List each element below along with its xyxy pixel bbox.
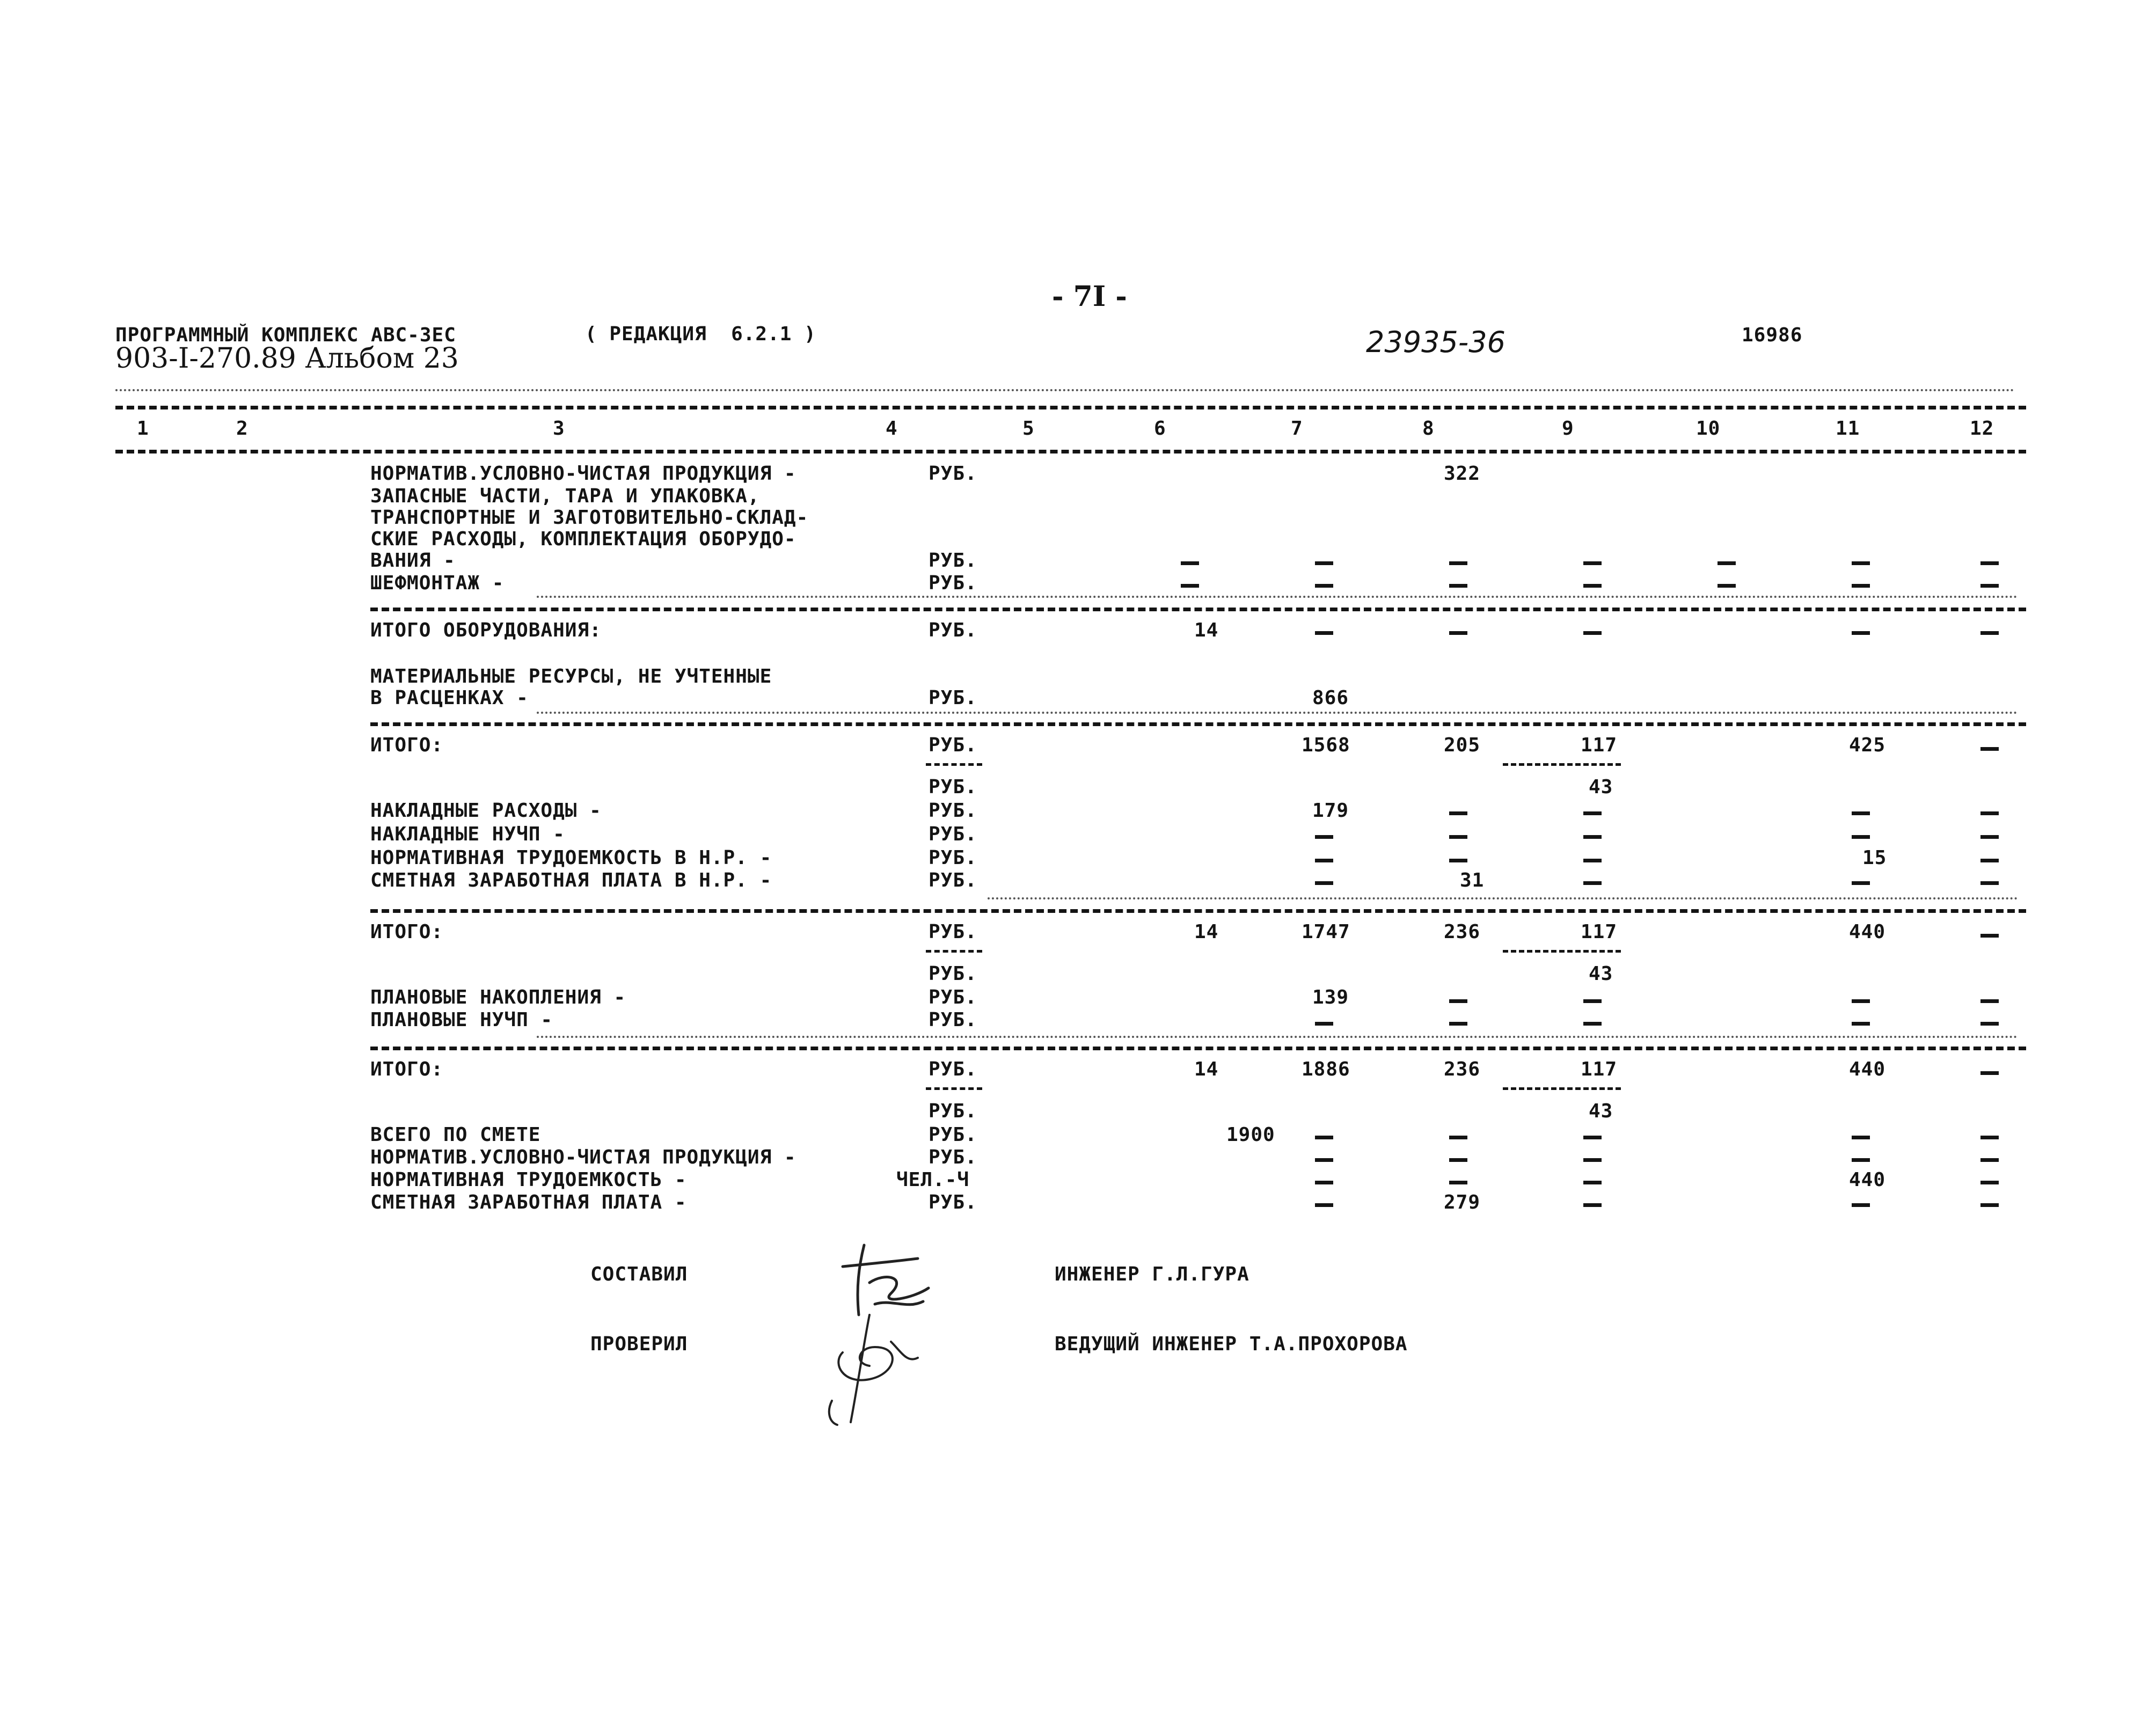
- dash-mark: [1583, 1158, 1602, 1162]
- value-c7: 179: [1312, 800, 1349, 822]
- row-unit: РУБ.: [929, 1124, 977, 1146]
- dash-mark: [1980, 1022, 1999, 1026]
- value-c11: 15: [1862, 847, 1887, 869]
- section-rule: [370, 1047, 2026, 1050]
- row-unit: РУБ.: [929, 572, 977, 594]
- dash-mark: [1980, 631, 1999, 635]
- dash-mark: [1315, 1136, 1333, 1139]
- row-label: ВСЕГО ПО СМЕТЕ: [370, 1124, 541, 1146]
- unit-underline: [926, 1087, 982, 1090]
- dash-mark: [1449, 1181, 1467, 1184]
- section-rule: [370, 608, 2026, 611]
- value-c8: 279: [1444, 1191, 1481, 1213]
- dash-mark: [1583, 835, 1602, 839]
- dotted-line: [988, 897, 2018, 899]
- unit-underline: [926, 950, 982, 953]
- dash-mark: [1718, 584, 1736, 588]
- value-c7: 1747: [1302, 921, 1350, 943]
- row-unit: РУБ.: [929, 921, 977, 943]
- row-label: НОРМАТИВНАЯ ТРУДОЕМКОСТЬ В Н.Р. -: [370, 847, 772, 869]
- column-header: 7: [1291, 418, 1303, 440]
- value-c11: 440: [1849, 1169, 1886, 1191]
- row-unit: РУБ.: [929, 687, 977, 709]
- row-label: ПЛАНОВЫЕ НУЧП -: [370, 1009, 553, 1031]
- dash-mark: [1583, 1136, 1602, 1139]
- row-label: ШЕФМОНТАЖ -: [370, 572, 505, 594]
- value-c7: 1886: [1302, 1058, 1350, 1080]
- total-equipment-label: ИТОГО ОБОРУДОВАНИЯ:: [370, 619, 602, 641]
- value-c6: 14: [1194, 921, 1219, 943]
- stamp-number: 23935-36: [1366, 325, 1505, 359]
- row-label: СМЕТНАЯ ЗАРАБОТНАЯ ПЛАТА В Н.Р. -: [370, 869, 772, 891]
- value-c6: 14: [1194, 1058, 1219, 1080]
- subtotal-underline: [1503, 1087, 1621, 1090]
- row-label: СМЕТНАЯ ЗАРАБОТНАЯ ПЛАТА -: [370, 1191, 687, 1213]
- column-header: 3: [553, 418, 565, 440]
- column-header: 12: [1970, 418, 1994, 440]
- row-unit: РУБ.: [929, 463, 977, 485]
- value-c9-sub: 43: [1589, 963, 1613, 985]
- dash-mark: [1980, 835, 1999, 839]
- subtotal-underline: [1503, 950, 1621, 953]
- dash-mark: [1449, 999, 1467, 1003]
- dash-mark: [1980, 934, 1999, 938]
- dash-mark: [1583, 584, 1602, 588]
- dash-mark: [1315, 1158, 1333, 1162]
- dash-mark: [1852, 881, 1870, 885]
- dash-mark: [1980, 811, 1999, 815]
- column-header: 9: [1562, 418, 1574, 440]
- dash-mark: [1315, 584, 1333, 588]
- section-rule: [370, 909, 2026, 913]
- row-label: НОРМАТИВ.УСЛОВНО-ЧИСТАЯ ПРОДУКЦИЯ -: [370, 463, 796, 485]
- dash-mark: [1315, 835, 1333, 839]
- total-label: ИТОГО:: [370, 734, 444, 756]
- dash-mark: [1315, 631, 1333, 635]
- dash-mark: [1852, 631, 1870, 635]
- row-unit: РУБ.: [929, 823, 977, 845]
- checked-by: ВЕДУЩИЙ ИНЖЕНЕР Т.А.ПРОХОРОВА: [1055, 1333, 1408, 1355]
- total-label: ИТОГО:: [370, 1058, 444, 1080]
- row-label: ЗАПАСНЫЕ ЧАСТИ, ТАРА И УПАКОВКА,: [370, 485, 760, 507]
- signature-checked: [810, 1304, 950, 1433]
- dash-mark: [1315, 1203, 1333, 1207]
- value-c6: 14: [1194, 619, 1219, 641]
- dash-mark: [1583, 1181, 1602, 1184]
- dash-mark: [1980, 999, 1999, 1003]
- dash-mark: [1449, 835, 1467, 839]
- row-unit: РУБ.: [929, 1058, 977, 1080]
- section-rule: [370, 722, 2026, 726]
- row-label: НОРМАТИВ.УСЛОВНО-ЧИСТАЯ ПРОДУКЦИЯ -: [370, 1146, 796, 1168]
- project-code: 903-I-270.89 Альбом 23: [115, 342, 459, 375]
- value-c8: 322: [1444, 463, 1481, 485]
- value-c8: 205: [1444, 734, 1481, 756]
- column-header: 5: [1022, 418, 1035, 440]
- value-grand-total: 1900: [1226, 1124, 1275, 1146]
- dash-mark: [1980, 561, 1999, 565]
- dash-mark: [1980, 1136, 1999, 1139]
- column-header: 6: [1154, 418, 1166, 440]
- dash-mark: [1718, 561, 1736, 565]
- value-c7: 139: [1312, 986, 1349, 1008]
- header-dotted-line: [115, 389, 2015, 391]
- dash-mark: [1181, 561, 1199, 565]
- row-label: В РАСЦЕНКАХ -: [370, 687, 529, 709]
- dash-mark: [1980, 859, 1999, 862]
- column-header: 11: [1836, 418, 1860, 440]
- dash-mark: [1315, 1181, 1333, 1184]
- row-unit: РУБ.: [929, 986, 977, 1008]
- row-label: ВАНИЯ -: [370, 550, 456, 572]
- document-code: 16986: [1742, 324, 1803, 346]
- row-label: НАКЛАДНЫЕ РАСХОДЫ -: [370, 800, 602, 822]
- dash-mark: [1583, 1022, 1602, 1026]
- dash-mark: [1583, 859, 1602, 862]
- dash-mark: [1852, 561, 1870, 565]
- dash-mark: [1980, 1158, 1999, 1162]
- dash-mark: [1449, 631, 1467, 635]
- column-header-rule: [115, 450, 2026, 453]
- row-label: СКИЕ РАСХОДЫ, КОМПЛЕКТАЦИЯ ОБОРУДО-: [370, 528, 796, 550]
- dash-mark: [1852, 999, 1870, 1003]
- dash-mark: [1980, 1181, 1999, 1184]
- dash-mark: [1449, 859, 1467, 862]
- value-c11: 440: [1849, 921, 1886, 943]
- value-c8: 236: [1444, 921, 1481, 943]
- value-c9: 117: [1581, 1058, 1618, 1080]
- compiled-label: СОСТАВИЛ: [590, 1263, 688, 1285]
- dash-mark: [1980, 747, 1999, 751]
- dash-mark: [1449, 1158, 1467, 1162]
- dash-mark: [1315, 561, 1333, 565]
- row-unit: РУБ.: [929, 963, 977, 985]
- dash-mark: [1583, 811, 1602, 815]
- value-c7: 1568: [1302, 734, 1350, 756]
- program-edition: ( РЕДАКЦИЯ 6.2.1 ): [585, 323, 816, 345]
- dash-mark: [1980, 584, 1999, 588]
- row-label: ТРАНСПОРТНЫЕ И ЗАГОТОВИТЕЛЬНО-СКЛАД-: [370, 507, 809, 529]
- value-c8: 31: [1460, 869, 1485, 891]
- program-name: ПРОГРАММНЫЙ КОМПЛЕКС АВС-3ЕС: [115, 324, 456, 346]
- column-header: 2: [236, 418, 249, 440]
- dash-mark: [1980, 881, 1999, 885]
- dash-mark: [1449, 561, 1467, 565]
- column-header: 4: [886, 418, 898, 440]
- row-label: НОРМАТИВНАЯ ТРУДОЕМКОСТЬ -: [370, 1169, 687, 1191]
- dash-mark: [1852, 1022, 1870, 1026]
- value-c9-sub: 43: [1589, 1100, 1613, 1122]
- dash-mark: [1583, 999, 1602, 1003]
- column-header: 8: [1422, 418, 1435, 440]
- value-c7: 866: [1312, 687, 1349, 709]
- row-unit: РУБ.: [929, 619, 977, 641]
- dotted-line: [537, 1036, 2018, 1038]
- dash-mark: [1852, 1203, 1870, 1207]
- row-label: ПЛАНОВЫЕ НАКОПЛЕНИЯ -: [370, 986, 626, 1008]
- dash-mark: [1449, 1022, 1467, 1026]
- dash-mark: [1583, 1203, 1602, 1207]
- dash-mark: [1449, 811, 1467, 815]
- dash-mark: [1980, 1203, 1999, 1207]
- dotted-line: [537, 712, 2018, 714]
- dash-mark: [1583, 631, 1602, 635]
- dash-mark: [1852, 811, 1870, 815]
- row-unit: РУБ.: [929, 1100, 977, 1122]
- dash-mark: [1852, 584, 1870, 588]
- total-label: ИТОГО:: [370, 921, 444, 943]
- dash-mark: [1181, 584, 1199, 588]
- dash-mark: [1852, 1158, 1870, 1162]
- dash-mark: [1583, 561, 1602, 565]
- row-unit: РУБ.: [929, 776, 977, 798]
- compiled-by: ИНЖЕНЕР Г.Л.ГУРА: [1055, 1263, 1249, 1285]
- row-unit: РУБ.: [929, 550, 977, 572]
- row-unit: РУБ.: [929, 734, 977, 756]
- subtotal-underline: [1503, 763, 1621, 766]
- value-c9: 117: [1581, 734, 1618, 756]
- dash-mark: [1852, 835, 1870, 839]
- row-unit: РУБ.: [929, 847, 977, 869]
- row-unit: РУБ.: [929, 1009, 977, 1031]
- row-unit: РУБ.: [929, 869, 977, 891]
- row-unit: РУБ.: [929, 1191, 977, 1213]
- dash-mark: [1852, 1136, 1870, 1139]
- table-top-rule: [115, 406, 2026, 409]
- column-header: 1: [137, 418, 149, 440]
- column-header: 10: [1696, 418, 1721, 440]
- row-label: МАТЕРИАЛЬНЫЕ РЕСУРСЫ, НЕ УЧТЕННЫЕ: [370, 665, 772, 687]
- dash-mark: [1449, 1136, 1467, 1139]
- dash-mark: [1449, 584, 1467, 588]
- dash-mark: [1980, 1071, 1999, 1075]
- value-c8: 236: [1444, 1058, 1481, 1080]
- value-c11: 440: [1849, 1058, 1886, 1080]
- value-c11: 425: [1849, 734, 1886, 756]
- value-c9-sub: 43: [1589, 776, 1613, 798]
- row-unit: ЧЕЛ.-Ч: [896, 1169, 970, 1191]
- page-number: - 7I -: [1052, 280, 1127, 313]
- value-c9: 117: [1581, 921, 1618, 943]
- dash-mark: [1315, 859, 1333, 862]
- row-label: НАКЛАДНЫЕ НУЧП -: [370, 823, 565, 845]
- checked-label: ПРОВЕРИЛ: [590, 1333, 688, 1355]
- dash-mark: [1315, 881, 1333, 885]
- row-unit: РУБ.: [929, 1146, 977, 1168]
- row-unit: РУБ.: [929, 800, 977, 822]
- dash-mark: [1315, 1022, 1333, 1026]
- unit-underline: [926, 763, 982, 766]
- dash-mark: [1583, 881, 1602, 885]
- dotted-line: [537, 596, 2018, 598]
